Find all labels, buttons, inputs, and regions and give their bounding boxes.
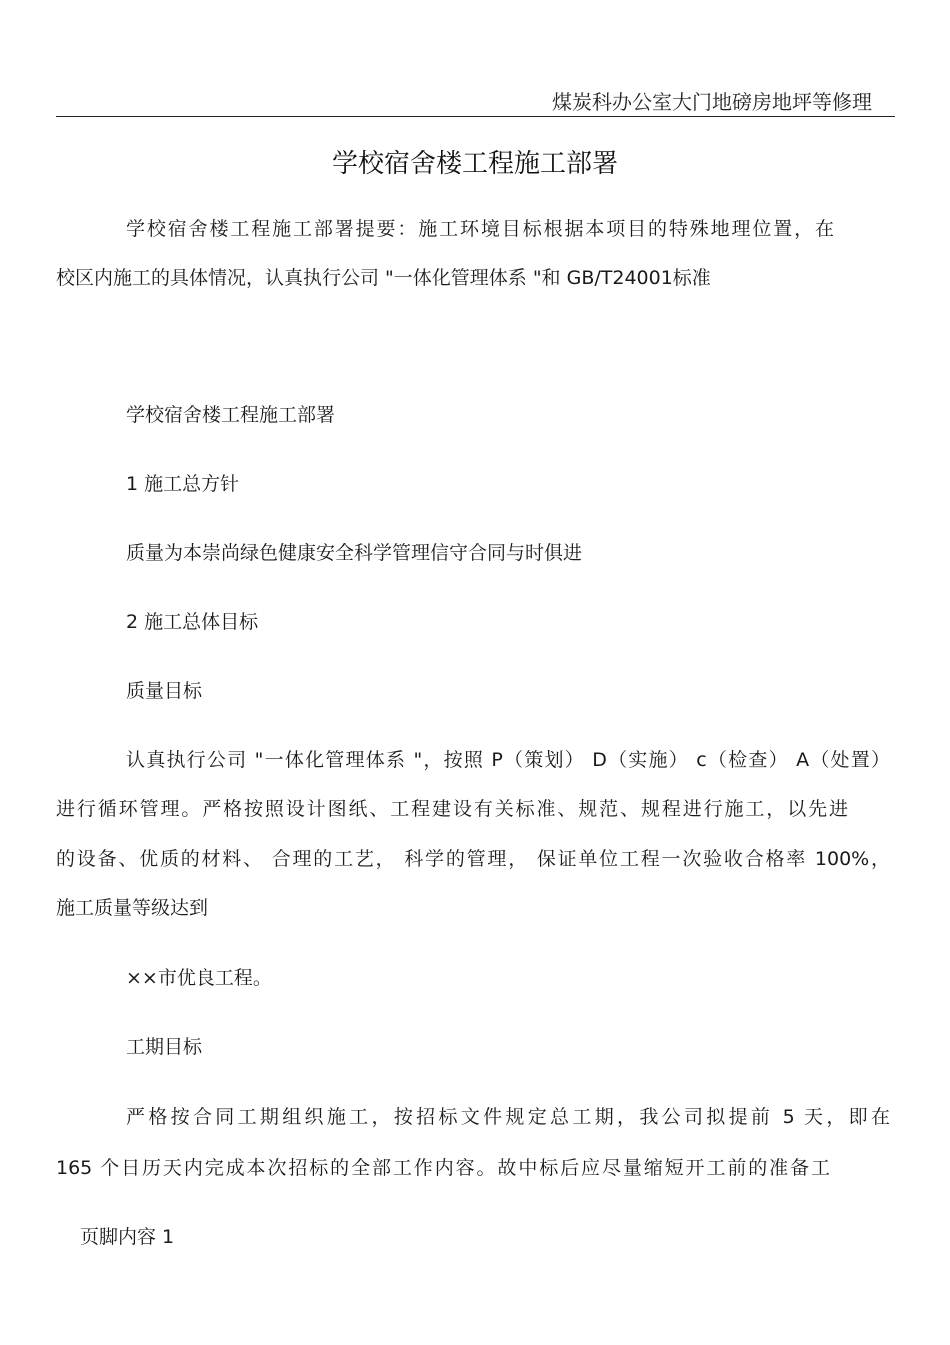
quality-line-2: 进行循环管理。严格按照设计图纸、工程建设有关标准、规范、规程进行施工，以先进	[56, 798, 848, 820]
quality-line-1: 认真执行公司 "一体化管理体系 "，按照 P（策划） D（实施） c（检查） A（处置）	[126, 749, 890, 771]
quality-heading: 质量目标	[126, 680, 203, 702]
schedule-line-2: 165 个日历天内完成本次招标的全部工作内容。故中标后应尽量缩短开工前的准备工	[56, 1157, 830, 1179]
running-header: 煤炭科办公室大门地磅房地坪等修理	[552, 90, 872, 114]
section-2-heading: 2 施工总体目标	[126, 611, 259, 633]
quality-line-3: 的设备、优质的材料、 合理的工艺， 科学的管理， 保证单位工程一次验收合格率 100%，	[56, 848, 890, 870]
document-title: 学校宿舍楼工程施工部署	[331, 149, 618, 179]
abstract-line-1: 学校宿舍楼工程施工部署提要：施工环境目标根据本项目的特殊地理位置，在	[126, 218, 834, 240]
header-divider	[56, 116, 895, 117]
quality-line-4: 施工质量等级达到	[56, 897, 209, 919]
schedule-heading: 工期目标	[126, 1036, 203, 1058]
section-1-text: 质量为本崇尚绿色健康安全科学管理信守合同与时俱进	[126, 542, 583, 564]
section-subtitle: 学校宿舍楼工程施工部署	[126, 404, 336, 426]
quality-line-5: ××市优良工程。	[126, 967, 272, 989]
section-1-heading: 1 施工总方针	[126, 473, 240, 495]
schedule-line-1: 严格按合同工期组织施工，按招标文件规定总工期，我公司拟提前 5 天，即在	[126, 1106, 890, 1128]
abstract-line-2: 校区内施工的具体情况，认真执行公司 "一体化管理体系 "和 GB/T24001标准	[56, 267, 711, 289]
page-footer: 页脚内容 1	[80, 1226, 175, 1248]
